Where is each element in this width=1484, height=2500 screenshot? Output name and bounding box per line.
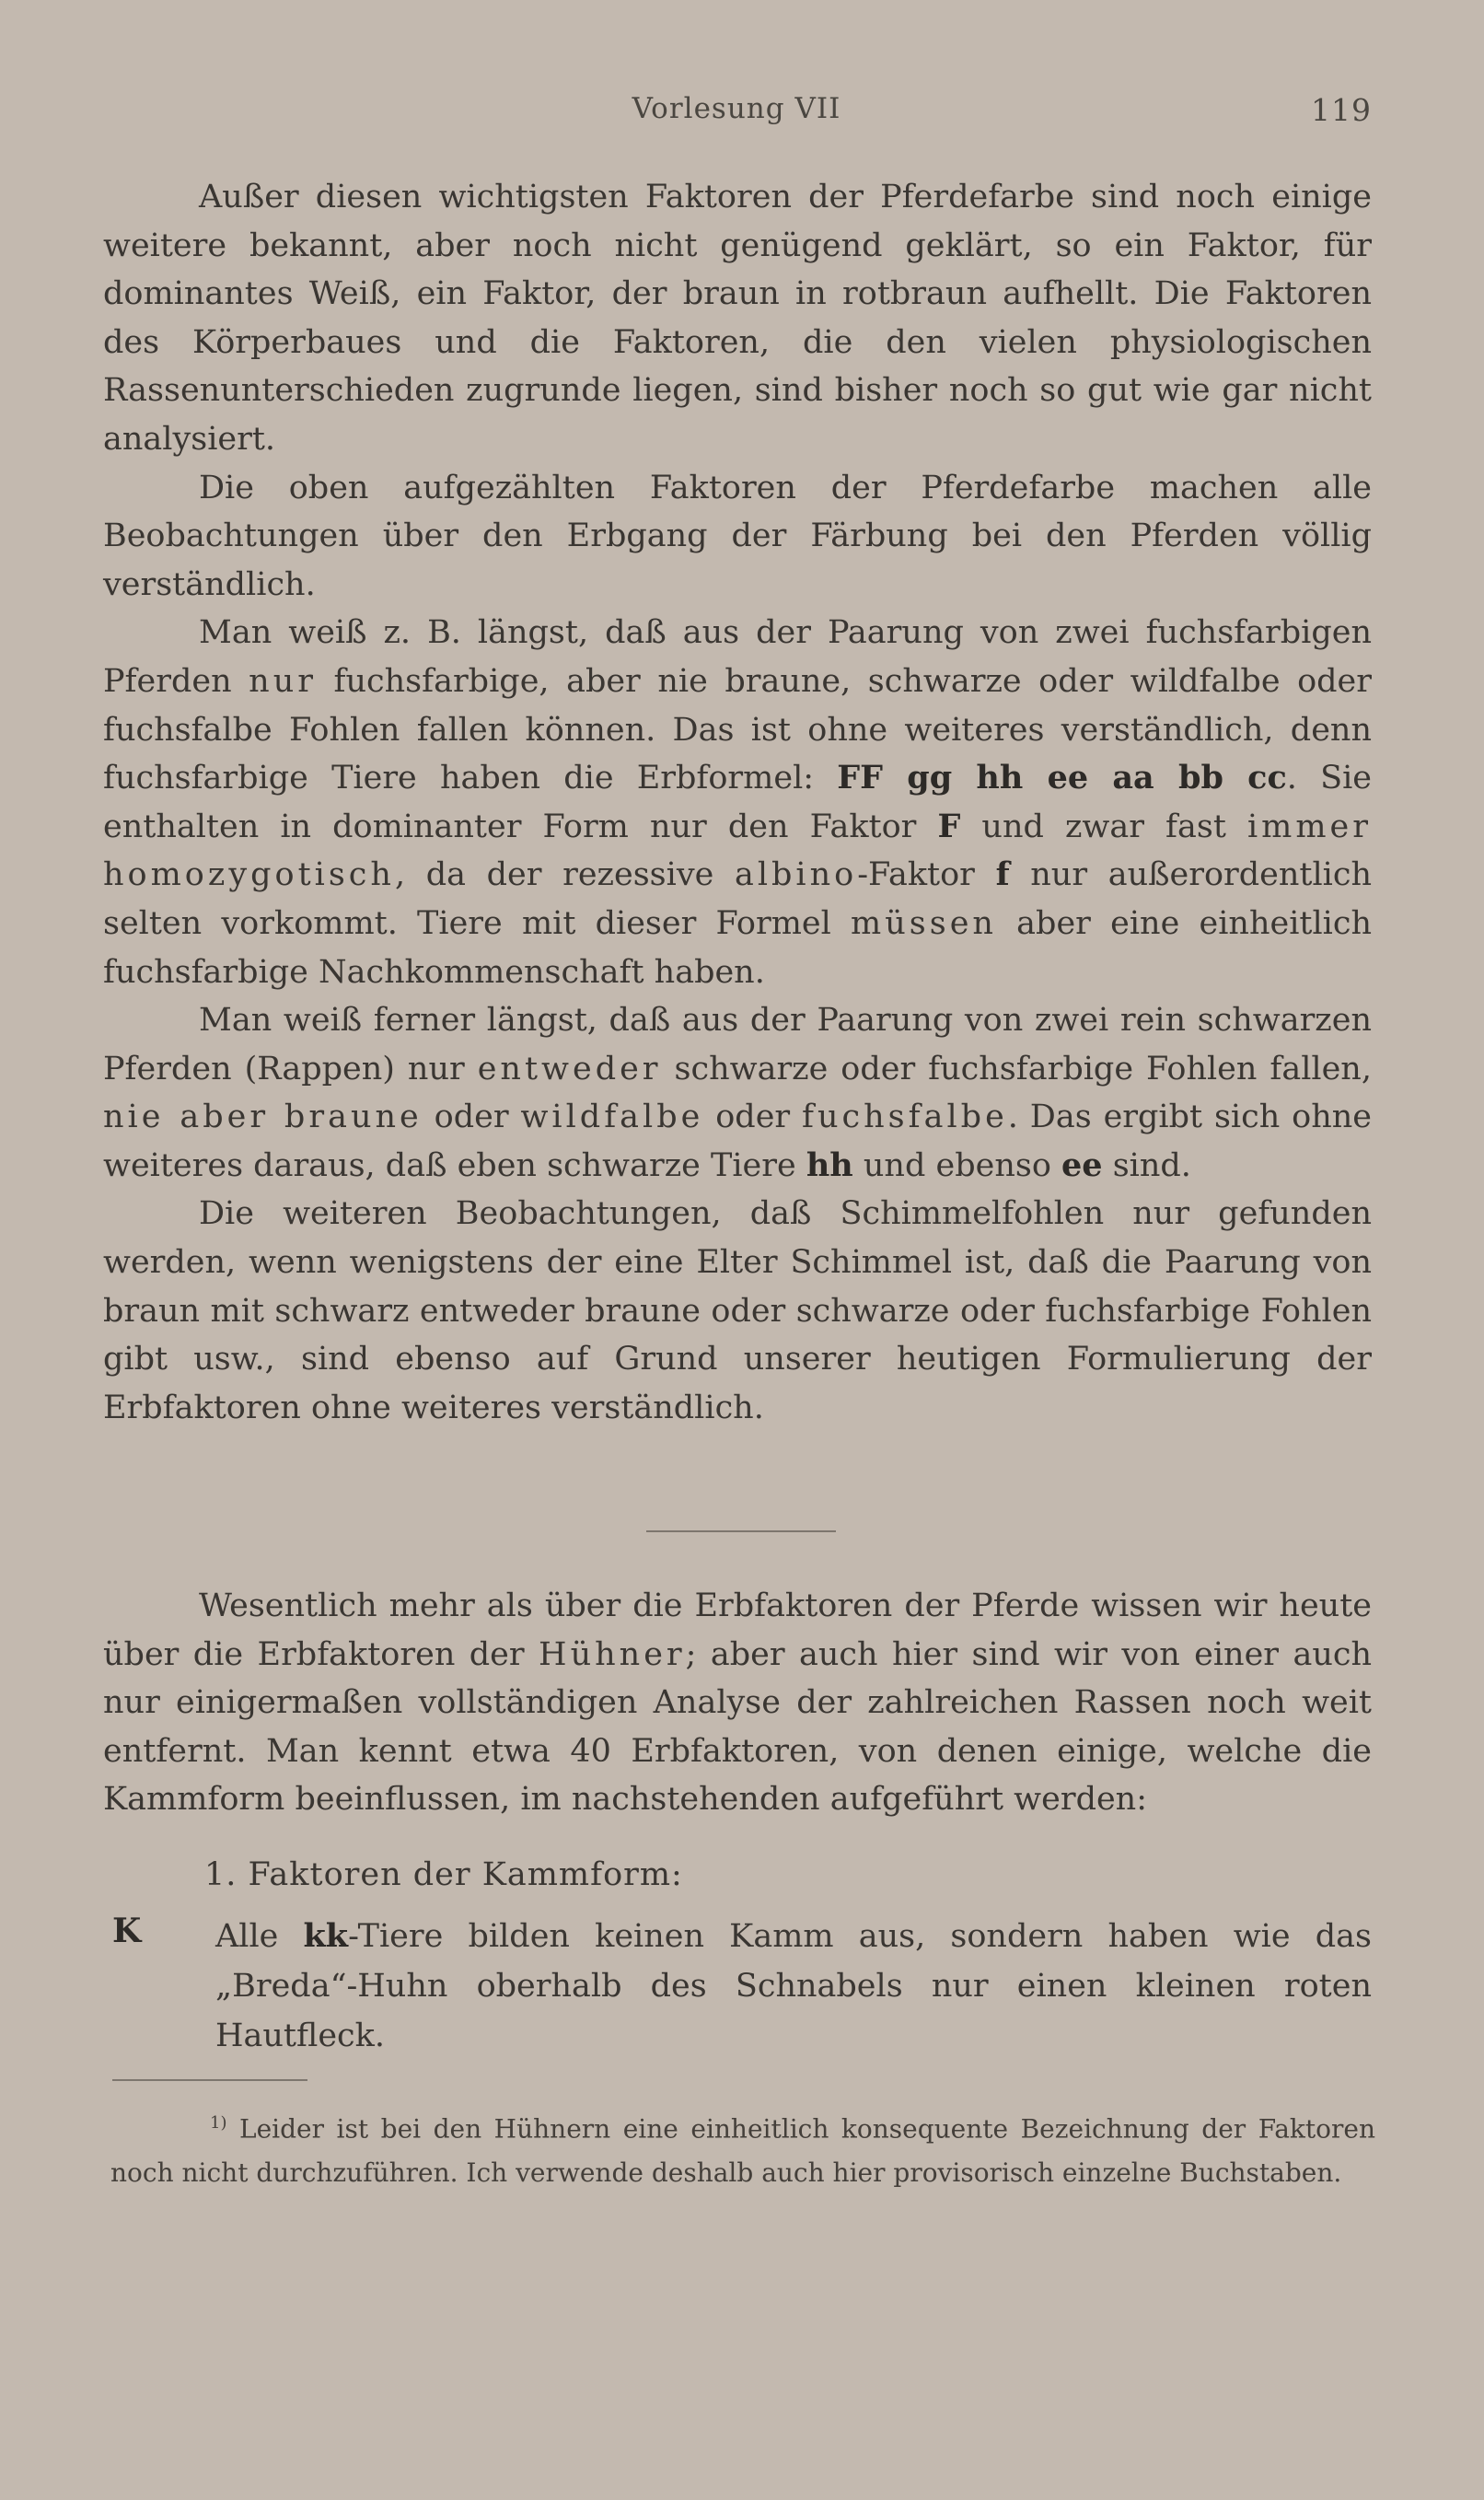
- text-run: ; aber auch hier sind wir von einer auch nur einigermaßen vollständigen Analyse der zahlreichen Rassen noch weit entfernt. Man kennt etwa 40 Erbfaktoren, von denen einige, welche die Kammform beeinflussen, im nachstehenden aufgeführt werden:: [103, 1635, 1372, 1819]
- factor-letter: K: [112, 1912, 142, 1950]
- text-run: oder: [703, 1099, 803, 1136]
- footnote-rule: [112, 2079, 307, 2081]
- spaced-emphasis: wildfalbe: [520, 1099, 704, 1136]
- bold-formula: kk: [303, 1917, 349, 1955]
- footnote: [110, 2101, 1375, 2195]
- text-run: aber eine einheitlich fuchsfarbige Nachkommenschaft haben.: [103, 904, 1372, 991]
- text-run: und zwar fast: [960, 808, 1247, 845]
- text-run: schwarze oder fuchsfarbige Fohlen fallen,: [661, 1050, 1372, 1087]
- text-run: Alle: [215, 1918, 304, 1955]
- text-run: Man weiß ferner längst, daß aus der Paarung von zwei rein schwarzen Pferden (Rappen) nur: [103, 1002, 1372, 1087]
- text-run: Wesentlich mehr als über die Erbfaktoren der Pferde wissen wir heute über die Erbfaktoren der: [103, 1587, 1372, 1673]
- main-text: [103, 173, 1372, 1432]
- text-run: , da der rezessive: [394, 856, 735, 894]
- spaced-emphasis: albino: [734, 856, 858, 894]
- footnote-marker: 1): [210, 2113, 227, 2133]
- spaced-emphasis: immer homozygotisch: [103, 808, 1372, 894]
- spaced-emphasis: entweder: [477, 1050, 662, 1087]
- paragraph: [103, 996, 1372, 1190]
- text-run: fuchsfarbige, aber nie braune, schwarze oder wildfalbe oder fuchsfalbe Fohlen fallen können. Das ist ohne weiteres verständlich, denn fuchsfarbige Tiere haben die Erbformel:: [103, 662, 1372, 797]
- text-run: Die weiteren Beobachtungen, daß Schimmelfohlen nur gefunden werden, wenn wenigstens der eine Elter Schimmel ist, daß die Paarung von braun mit schwarz entweder braune oder schwarze oder fuchsfarbige Fohlen gibt usw., sind ebenso auf Grund unserer heutigen Formulierung der Erbfaktoren ohne weiteres verständlich.: [103, 1195, 1372, 1426]
- running-head: Vorlesung VII: [632, 92, 841, 125]
- text-run: -Faktor: [857, 856, 996, 894]
- paragraph: [103, 1582, 1372, 1824]
- paragraph: [103, 1190, 1372, 1432]
- text-run: sind.: [1102, 1146, 1191, 1184]
- list-heading: 1. Faktoren der Kammform:: [204, 1856, 683, 1893]
- paragraph: [103, 173, 1372, 464]
- paragraph: [103, 464, 1372, 610]
- text-run: und ebenso: [852, 1146, 1062, 1184]
- text-run: Die oben aufgezählten Faktoren der Pferdefarbe machen alle Beobachtungen über den Erbgang der Färbung bei den Pferden völlig verständlich.: [103, 469, 1372, 603]
- section-divider: [646, 1530, 836, 1532]
- paragraph: [103, 609, 1372, 996]
- spaced-emphasis: müssen: [851, 904, 997, 942]
- bold-formula: FF gg hh ee aa bb cc: [837, 759, 1287, 797]
- footnote-text: Leider ist bei den Hühnern eine einheitlich konsequente Bezeichnung der Faktoren noch nicht durchzuführen. Ich verwende deshalb auch hier provisorisch einzelne Buchstaben.: [110, 2113, 1375, 2189]
- spaced-emphasis: nur: [249, 662, 317, 700]
- text-run: . Das ergibt sich ohne weiteres daraus, daß eben schwarze Tiere: [103, 1099, 1373, 1184]
- text-run: oder: [422, 1099, 521, 1136]
- spaced-emphasis: Hühner: [539, 1635, 686, 1673]
- bold-formula: F: [937, 807, 961, 845]
- footnote-marker-number: 1: [210, 2113, 221, 2133]
- text-run: Man weiß z. B. längst, daß aus der Paarung von zwei fuchsfarbigen Pferden: [103, 614, 1372, 700]
- spaced-emphasis: nie aber braune: [103, 1099, 423, 1136]
- text-run: nur außerordentlich selten vorkommt. Tiere mit dieser Formel: [103, 856, 1373, 942]
- page-number: 119: [1311, 92, 1372, 128]
- page-header: [101, 92, 1372, 138]
- text-run: . Sie enthalten in dominanter Form nur den Faktor: [103, 760, 1373, 845]
- text-run: -Tiere bilden keinen Kamm aus, sondern haben wie das „Breda“-Huhn oberhalb des Schnabels nur einen kleinen roten Hautfleck.: [215, 1918, 1372, 2054]
- bold-formula: f: [995, 855, 1010, 894]
- text-run: Außer diesen wichtigsten Faktoren der Pferdefarbe sind noch einige weitere bekannt, aber noch nicht genügend geklärt, so ein Faktor, für dominantes Weiß, ein Faktor, der braun in rotbraun aufhellt. Die Faktoren des Körperbaues und die Faktoren, die den vielen physiologischen Rassenunterschieden zugrunde liegen, sind bisher noch so gut wie gar nicht analysiert.: [103, 179, 1372, 458]
- factor-description: [215, 1912, 1372, 2061]
- bold-formula: hh: [806, 1145, 853, 1184]
- spaced-emphasis: fuchsfalbe: [802, 1099, 1008, 1136]
- section-two-text: [103, 1582, 1372, 1824]
- bold-formula: ee: [1061, 1145, 1103, 1184]
